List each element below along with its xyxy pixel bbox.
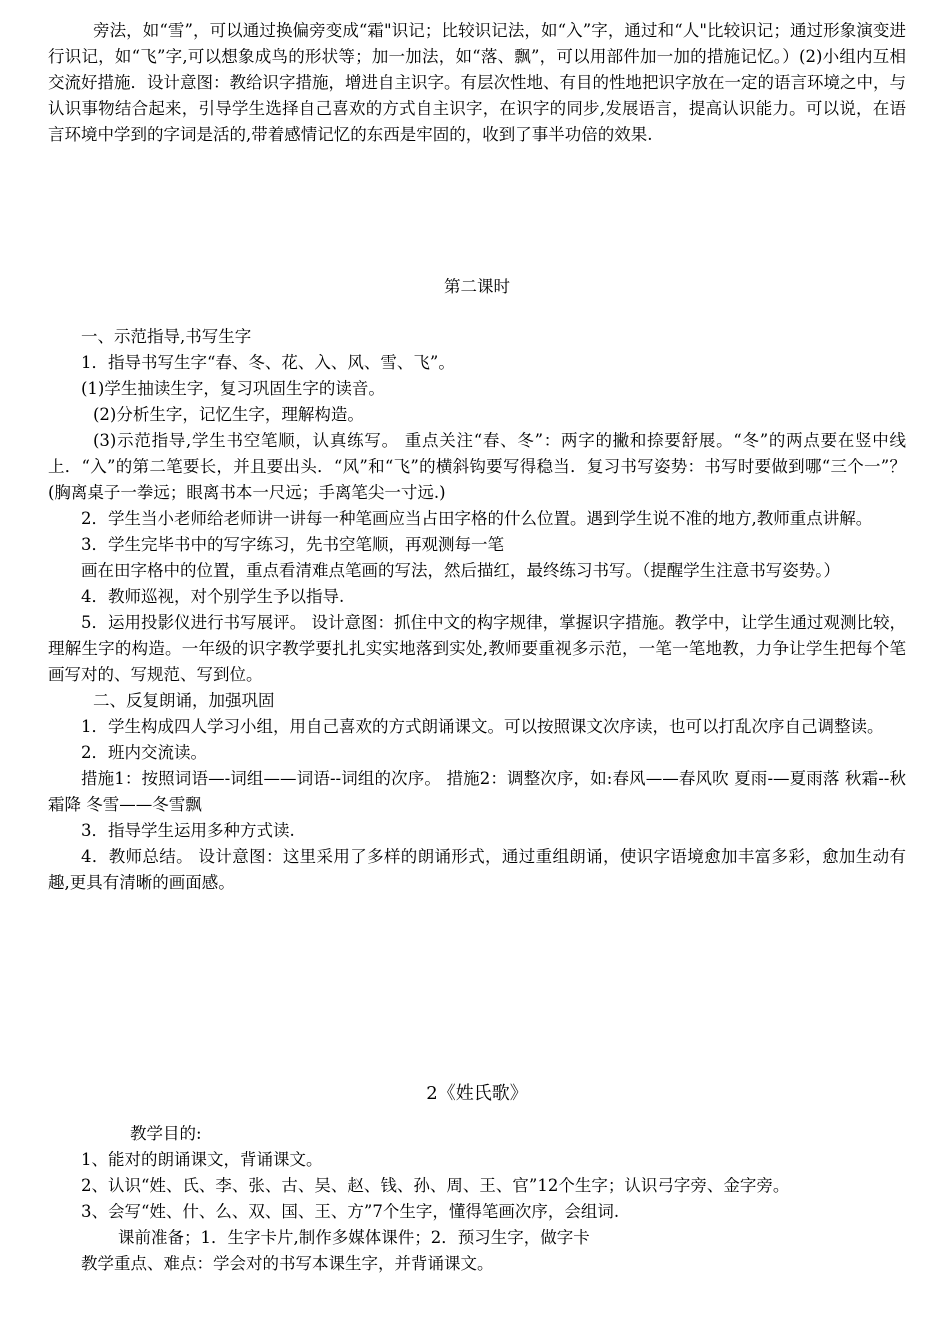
class-preparation: 课前准备；1．生字卡片,制作多媒体课件；2．预习生字，做字卡 bbox=[118, 1228, 590, 1247]
objective-1: 1、能对的朗诵课文，背诵课文。 bbox=[81, 1150, 323, 1169]
intro-paragraph: 旁法，如“雪”，可以通过换偏旁变成“霜"识记；比较识记法，如“入”字，通过和“人"比较识记；通过形象演变进行识记，如“飞”字,可以想象成鸟的形状等；加一加法，如“落、飘”，可以用部件加一加的措施记忆。）(2)小组内互相交流好措施．设计意图：教给识字措施，增进自主识字。有层次性地、有目的性地把识字放在一定的语言环境之中，与认识事物结合起来，引导学生选择自己喜欢的方式自主识字，在识字的同步,发展语言，提高认识能力。可以说，在语言环境中学到的字词是活的,带着感情记忆的东西是牢固的，收到了事半功倍的效果. bbox=[48, 21, 906, 144]
lesson2-read-1: 1．学生构成四人学习小组，用自己喜欢的方式朗诵课文。可以按照课文次序读，也可以打乱次序自己调整读。 bbox=[81, 717, 884, 736]
lesson2-step-2: 2．学生当小老师给老师讲一讲每一种笔画应当占田字格的什么位置。遇到学生说不准的地方,教师重点讲解。 bbox=[81, 509, 873, 528]
lesson-surname-title: 2《姓氏歌》 bbox=[426, 1083, 528, 1104]
lesson2-read-2: 2．班内交流读。 bbox=[81, 743, 207, 762]
objective-3: 3、会写“姓、什、么、双、国、王、方”7个生字，懂得笔画次序，会组词. bbox=[81, 1202, 620, 1221]
lesson2-heading-2: 二、反复朗诵，加强巩固 bbox=[93, 691, 275, 710]
lesson2-step-1-2: (2)分析生字，记忆生字，理解构造。 bbox=[93, 405, 364, 424]
lesson2-step-3-cont: 画在田字格中的位置，重点看清难点笔画的写法，然后描红，最终练习书写。（提醒学生注意书写姿势。） bbox=[81, 561, 840, 580]
lesson2-title: 第二课时 bbox=[444, 277, 510, 296]
lesson-surname-body bbox=[48, 1121, 906, 1277]
key-points: 教学重点、难点：学会对的书写本课生字，并背诵课文。 bbox=[81, 1254, 494, 1273]
lesson2-step-3: 3．学生完毕书中的写字练习，先书空笔顺，再观测每一笔 bbox=[81, 535, 504, 554]
objectives-label: 教学目的: bbox=[130, 1124, 202, 1143]
lesson2-read-4: 4．教师总结。 设计意图：这里采用了多样的朗诵形式，通过重组朗诵，使识字语境愈加丰富多彩，愈加生动有趣,更具有清晰的画面感。 bbox=[48, 847, 906, 892]
lesson2-step-4: 4．教师巡视，对个别学生予以指导. bbox=[81, 587, 345, 606]
lesson2-methods: 措施1：按照词语—-词组——词语--词组的次序。 措施2：调整次序，如:春风——春风吹 夏雨-—夏雨落 秋霜--秋霜降 冬雪——冬雪飘 bbox=[48, 769, 906, 814]
lesson2-heading-1: 一、示范指导,书写生字 bbox=[81, 327, 252, 346]
lesson2-step-5: 5．运用投影仪进行书写展评。 设计意图：抓住中文的构字规律，掌握识字措施。教学中，让学生通过观测比较，理解生字的构造。一年级的识字教学要扎扎实实地落到实处,教师要重视多示范，一笔一笔地教，力争让学生把每个笔画写对的、写规范、写到位。 bbox=[48, 613, 906, 684]
objective-2: 2、认识“姓、氏、李、张、古、吴、赵、钱、孙、周、王、官”12个生字；认识弓字旁、金字旁。 bbox=[81, 1176, 790, 1195]
lesson2-step-1-3: (3)示范指导,学生书空笔顺，认真练写。 重点关注“春、冬”：两字的撇和捺要舒展。“冬”的两点要在竖中线上．“入”的第二笔要长，并且要出头．“风”和“飞”的横斜钩要写得稳当．复习书写姿势：书写时要做到哪“三个一”？(胸离桌子一拳远；眼离书本一尺远；手离笔尖一寸远.) bbox=[48, 431, 906, 502]
lesson2-read-3: 3．指导学生运用多种方式读. bbox=[81, 821, 295, 840]
lesson2-step-1-1: (1)学生抽读生字，复习巩固生字的读音。 bbox=[81, 379, 385, 398]
lesson2-step-1: 1．指导书写生字“春、冬、花、入、风、雪、飞”。 bbox=[81, 353, 455, 372]
lesson2-body bbox=[48, 324, 906, 896]
